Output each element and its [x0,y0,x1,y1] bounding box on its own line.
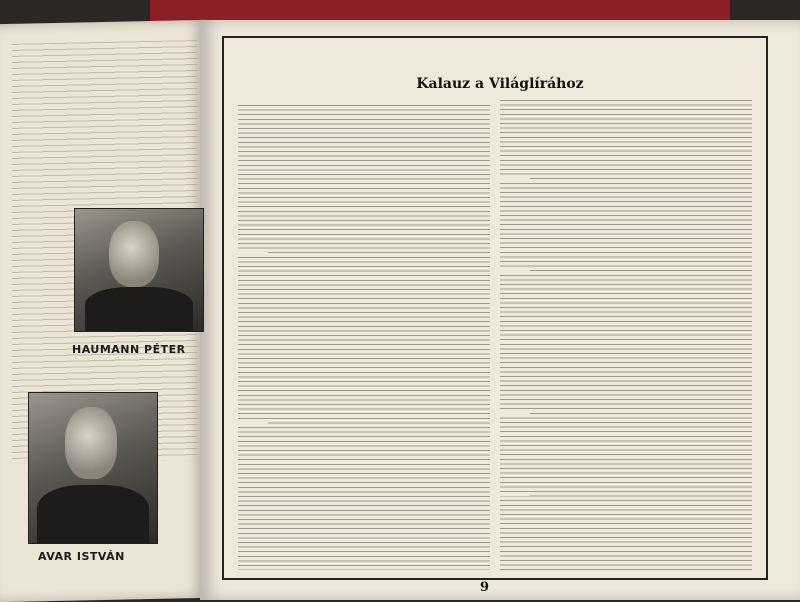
paragraph-indent [238,420,268,424]
paragraph-indent [238,252,268,256]
portrait-caption: AVAR ISTVÁN [38,550,125,563]
binder-cover [150,0,730,22]
text-column-right [500,100,752,570]
article-title: Kalauz a Világlírához [416,76,584,92]
page-number: 9 [480,580,490,595]
text-column-left [238,105,490,570]
paragraph-indent [500,270,530,274]
paragraph-indent [500,492,530,496]
paragraph-indent [500,178,530,182]
paragraph-indent [500,410,530,414]
portrait-photo-haumann [74,208,204,332]
portrait-photo-avar [28,392,158,544]
portrait-caption: HAUMANN PÉTER [72,343,186,356]
